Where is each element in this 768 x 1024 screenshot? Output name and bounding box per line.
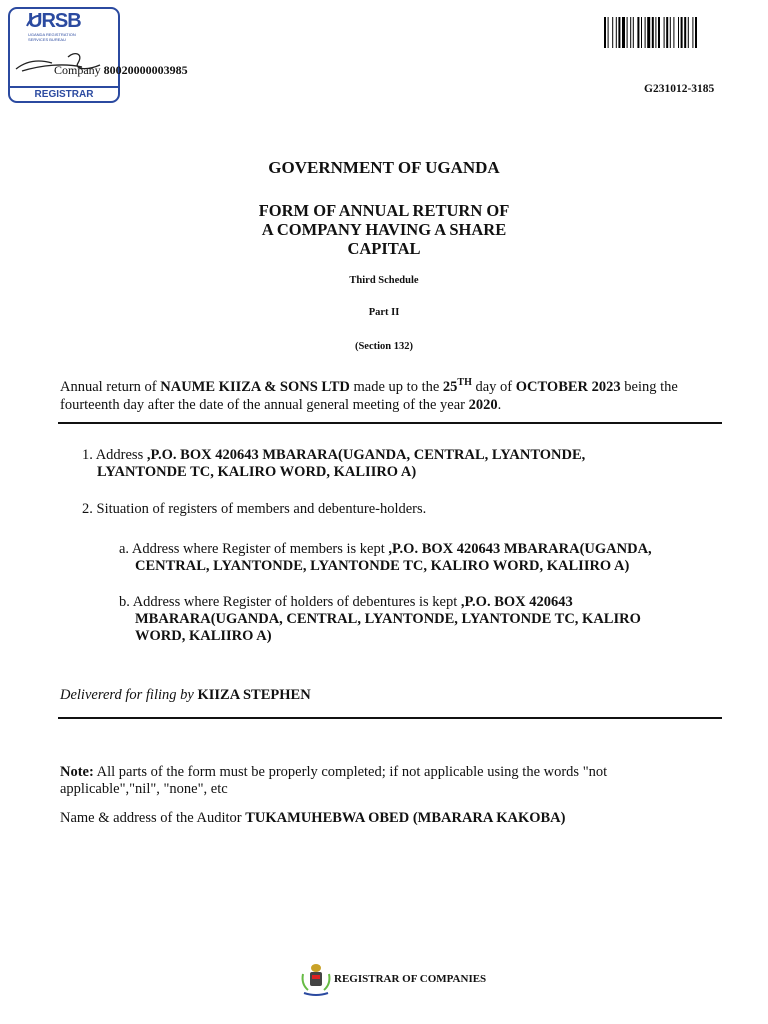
coat-of-arms-icon bbox=[299, 960, 333, 998]
return-month-year: OCTOBER 2023 bbox=[515, 378, 621, 395]
government-heading: GOVERNMENT OF UGANDA bbox=[268, 158, 500, 177]
section-label: (Section 132) bbox=[354, 341, 414, 352]
item-address-label: 1. Address bbox=[82, 447, 147, 463]
delivered-by-name: KIIZA STEPHEN bbox=[197, 687, 311, 703]
form-title bbox=[0, 201, 768, 258]
item-address: 1. Address ,P.O. BOX 420643 MBARARA(UGANDA, CENTRAL, LYANTONDE, LYANTONDE TC, KALIRO WORD, KALIIRO A) bbox=[82, 447, 586, 480]
document-reference: G231012-3185 bbox=[644, 83, 715, 95]
item-debenture-register: b. Address where Register of holders of debentures is kept ,P.O. BOX 420643 MBARARA(UGANDA, CENTRAL, LYANTONDE, LYANTONDE TC, KALIRO WORD, KALIIRO A) bbox=[119, 594, 641, 644]
intro-paragraph: Annual return of NAUME KIIZA & SONS LTD made up to the 25TH day of OCTOBER 2023 being the fourteenth day after the date of the annual general meeting of the year 2020. bbox=[60, 377, 678, 413]
item-members-register-label: a. Address where Register of members is kept bbox=[119, 541, 389, 557]
footer-registrar: REGISTRAR OF COMPANIES bbox=[334, 973, 487, 985]
schedule-label: Third Schedule bbox=[349, 275, 419, 286]
agm-year: 2020 bbox=[468, 396, 498, 413]
part-label: Part II bbox=[368, 307, 400, 318]
form-title-line-3: CAPITAL bbox=[347, 239, 421, 258]
stamp-divider bbox=[10, 86, 118, 88]
barcode-icon bbox=[604, 17, 750, 48]
auditor-name: TUKAMUHEBWA OBED (MBARARA KAKOBA) bbox=[245, 810, 566, 826]
divider-bottom bbox=[58, 717, 722, 719]
stamp-subtitle: UGANDA REGISTRATION SERVICES BUREAU bbox=[28, 32, 76, 42]
item-members-register: a. Address where Register of members is kept ,P.O. BOX 420643 MBARARA(UGANDA, CENTRAL, LYANTONDE, LYANTONDE TC, KALIRO WORD, KALIIRO A) bbox=[119, 541, 652, 574]
stamp-label: REGISTRAR bbox=[34, 89, 94, 100]
item-debenture-register-label: b. Address where Register of holders of debentures is kept bbox=[119, 594, 461, 610]
form-title-line-2: A COMPANY HAVING A SHARE bbox=[261, 220, 507, 239]
note-label: Note: bbox=[60, 764, 94, 780]
delivered-label: Delivererd for filing by bbox=[60, 687, 198, 703]
divider-top bbox=[58, 422, 722, 424]
delivered-for-filing bbox=[60, 687, 311, 704]
stamp-logo-text: URSB bbox=[28, 10, 81, 32]
return-day: 25TH bbox=[442, 377, 472, 395]
form-title-line-1: FORM OF ANNUAL RETURN OF bbox=[258, 201, 510, 220]
company-number bbox=[54, 63, 188, 78]
company-number-value: 80020000003985 bbox=[103, 63, 188, 77]
auditor-line: Name & address of the Auditor TUKAMUHEBWA OBED (MBARARA KAKOBA) bbox=[60, 810, 566, 826]
company-name: NAUME KIIZA & SONS LTD bbox=[160, 378, 350, 395]
note-paragraph: Note: All parts of the form must be properly completed; if not applicable using the words "not applicable","nil", "none", etc bbox=[60, 764, 608, 797]
company-number-prefix: Company bbox=[54, 63, 104, 77]
item-registers: 2. Situation of registers of members and debenture-holders. bbox=[82, 501, 427, 517]
